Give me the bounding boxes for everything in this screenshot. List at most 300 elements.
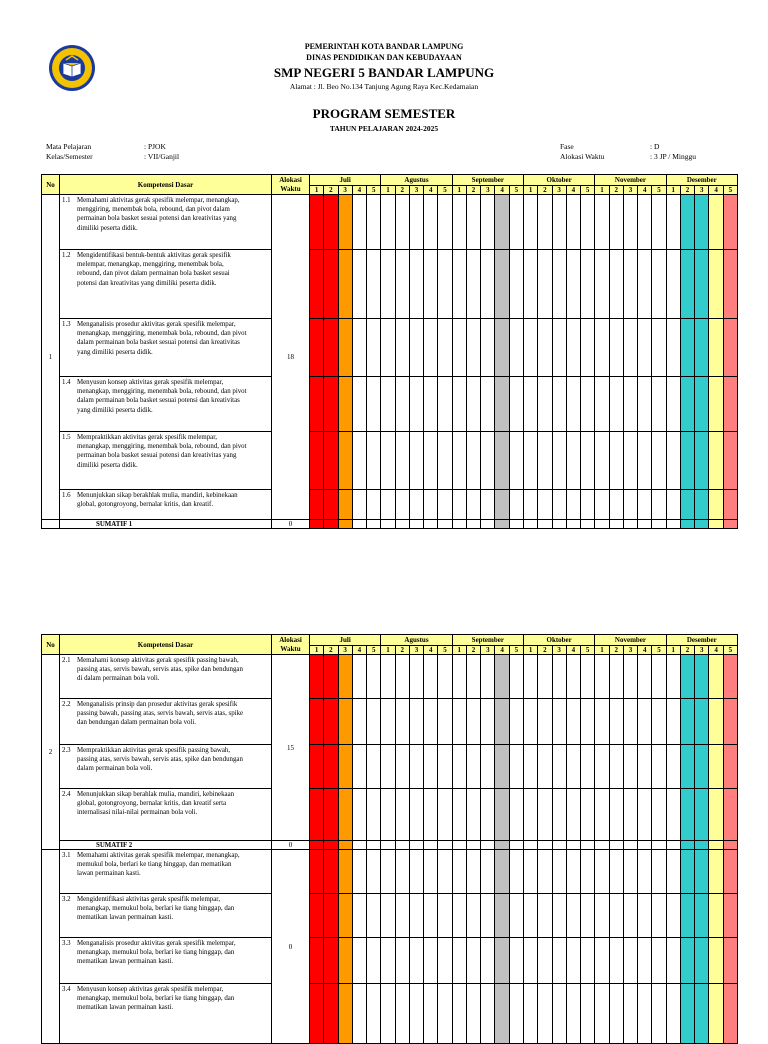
- week-cell: [723, 745, 737, 789]
- week-cell: [338, 377, 352, 432]
- week-cell: [538, 850, 552, 894]
- school-name: SMP NEGERI 5 BANDAR LAMPUNG: [273, 65, 495, 80]
- week-cell: [452, 655, 466, 699]
- week-cell: [595, 850, 609, 894]
- week-cell: [652, 655, 666, 699]
- week-cell: [495, 745, 509, 789]
- month-header: Agustus: [381, 635, 452, 646]
- week-cell: [495, 841, 509, 850]
- kd-cell: [60, 195, 272, 250]
- row-number: 2: [42, 655, 60, 850]
- week-cell: [466, 984, 480, 1044]
- week-cell: [395, 250, 409, 319]
- week-cell: [509, 432, 523, 490]
- week-cell: [566, 841, 580, 850]
- kelas-label: Kelas/Semester: [46, 152, 93, 161]
- week-cell: [481, 490, 495, 520]
- week-cell: [680, 938, 694, 984]
- kd-cell: [60, 850, 272, 894]
- week-cell: [623, 195, 637, 250]
- week-header: 1: [666, 646, 680, 655]
- week-header: 5: [509, 186, 523, 195]
- week-cell: [552, 938, 566, 984]
- week-cell: [695, 655, 709, 699]
- header-row-months: [42, 635, 738, 646]
- alokasi-cell: 15: [272, 655, 310, 841]
- week-cell: [466, 377, 480, 432]
- week-cell: [709, 984, 723, 1044]
- week-cell: [481, 938, 495, 984]
- week-cell: [666, 377, 680, 432]
- month-header: Desember: [666, 175, 737, 186]
- kd-number: 2.1: [62, 657, 71, 664]
- week-cell: [352, 699, 366, 745]
- week-cell: [367, 789, 381, 841]
- sumatif-label: SUMATIF 2: [60, 841, 272, 850]
- table-row: [42, 195, 738, 250]
- week-cell: [352, 520, 366, 529]
- kd-text: Menunjukkan sikap berahlak mulia, mandiri, kebinekaan global, gotongroyong, bernalar kritis, dan kreatif serta internalisasi nilai-nilai permainan bola voli.: [77, 791, 235, 817]
- week-cell: [424, 841, 438, 850]
- kd-text: Mengidentifikasi bentuk-bentuk aktivitas gerak spesifik melempar, menangkap, menggiring, menembak bola, rebound, dan pivot dalam permainan bola basket sesuai potensi dan kreativitas yang dimiliki peserta didik.: [77, 252, 231, 287]
- week-cell: [381, 850, 395, 894]
- week-cell: [609, 745, 623, 789]
- week-cell: [723, 195, 737, 250]
- week-header: 4: [352, 646, 366, 655]
- week-header: 2: [680, 186, 694, 195]
- week-cell: [310, 195, 324, 250]
- week-cell: [723, 520, 737, 529]
- week-header: 5: [367, 186, 381, 195]
- week-cell: [680, 377, 694, 432]
- week-cell: [352, 850, 366, 894]
- week-cell: [623, 745, 637, 789]
- week-cell: [424, 520, 438, 529]
- week-cell: [466, 938, 480, 984]
- month-header: November: [595, 175, 666, 186]
- week-cell: [466, 850, 480, 894]
- week-cell: [324, 984, 338, 1044]
- table-row: [42, 490, 738, 520]
- week-cell: [381, 250, 395, 319]
- week-cell: [652, 841, 666, 850]
- week-cell: [552, 490, 566, 520]
- week-cell: [438, 699, 452, 745]
- week-cell: [310, 938, 324, 984]
- week-cell: [409, 250, 423, 319]
- week-cell: [623, 319, 637, 377]
- week-cell: [552, 894, 566, 938]
- week-header: 1: [310, 646, 324, 655]
- header-row-months: [42, 175, 738, 186]
- week-cell: [352, 432, 366, 490]
- week-cell: [381, 984, 395, 1044]
- col-header-no: No: [42, 635, 60, 655]
- week-cell: [310, 319, 324, 377]
- week-cell: [666, 938, 680, 984]
- week-cell: [723, 319, 737, 377]
- week-cell: [638, 841, 652, 850]
- week-cell: [709, 520, 723, 529]
- week-cell: [638, 789, 652, 841]
- week-header: 5: [509, 646, 523, 655]
- week-cell: [666, 841, 680, 850]
- week-cell: [552, 745, 566, 789]
- week-header: 3: [695, 186, 709, 195]
- week-cell: [310, 377, 324, 432]
- week-cell: [481, 894, 495, 938]
- week-cell: [466, 655, 480, 699]
- row-number: 1: [42, 195, 60, 520]
- week-cell: [310, 432, 324, 490]
- week-cell: [638, 655, 652, 699]
- week-cell: [680, 432, 694, 490]
- week-cell: [338, 745, 352, 789]
- week-cell: [452, 699, 466, 745]
- week-cell: [595, 789, 609, 841]
- month-header: Juli: [310, 175, 381, 186]
- week-cell: [680, 841, 694, 850]
- week-cell: [538, 699, 552, 745]
- week-cell: [538, 789, 552, 841]
- week-cell: [495, 319, 509, 377]
- week-cell: [338, 432, 352, 490]
- week-cell: [324, 655, 338, 699]
- week-cell: [452, 432, 466, 490]
- week-cell: [523, 894, 537, 938]
- page-subtitle: TAHUN PELAJARAN 2024-2025: [329, 124, 439, 133]
- week-cell: [680, 984, 694, 1044]
- week-cell: [495, 938, 509, 984]
- week-cell: [595, 490, 609, 520]
- week-header: 3: [409, 186, 423, 195]
- table-row: [42, 250, 738, 319]
- week-cell: [523, 432, 537, 490]
- week-cell: [495, 250, 509, 319]
- week-cell: [367, 699, 381, 745]
- week-cell: [523, 841, 537, 850]
- week-cell: [680, 250, 694, 319]
- week-cell: [352, 841, 366, 850]
- week-cell: [566, 789, 580, 841]
- week-cell: [438, 745, 452, 789]
- kd-number: 3.1: [62, 852, 71, 859]
- week-cell: [552, 520, 566, 529]
- week-cell: [395, 745, 409, 789]
- week-cell: [695, 984, 709, 1044]
- week-cell: [538, 745, 552, 789]
- week-cell: [310, 745, 324, 789]
- week-cell: [723, 841, 737, 850]
- week-cell: [324, 841, 338, 850]
- kd-number: 1.6: [62, 492, 71, 499]
- week-cell: [310, 655, 324, 699]
- week-cell: [495, 377, 509, 432]
- week-cell: [581, 894, 595, 938]
- week-cell: [581, 319, 595, 377]
- week-header: 5: [652, 186, 666, 195]
- kd-text: Menunjukkan sikap berakhlak mulia, mandiri, kebinekaan global, gotongroyong, bernalar kritis, dan kreatif.: [77, 492, 238, 509]
- week-cell: [367, 841, 381, 850]
- week-cell: [352, 377, 366, 432]
- week-cell: [709, 894, 723, 938]
- week-cell: [409, 195, 423, 250]
- week-cell: [595, 894, 609, 938]
- week-cell: [723, 789, 737, 841]
- week-cell: [452, 195, 466, 250]
- week-header: 4: [352, 186, 366, 195]
- week-cell: [581, 490, 595, 520]
- week-cell: [481, 841, 495, 850]
- week-cell: [552, 432, 566, 490]
- sumatif-row: [42, 520, 738, 529]
- week-cell: [409, 984, 423, 1044]
- week-cell: [324, 319, 338, 377]
- week-cell: [523, 520, 537, 529]
- week-cell: [595, 432, 609, 490]
- week-cell: [509, 250, 523, 319]
- week-cell: [595, 377, 609, 432]
- week-cell: [409, 520, 423, 529]
- dept-line: DINAS PENDIDIKAN DAN KEBUDAYAAN: [306, 53, 462, 62]
- week-cell: [495, 894, 509, 938]
- week-cell: [652, 250, 666, 319]
- week-header: 2: [609, 646, 623, 655]
- week-cell: [638, 250, 652, 319]
- week-cell: [452, 520, 466, 529]
- week-cell: [666, 490, 680, 520]
- week-cell: [638, 745, 652, 789]
- week-cell: [324, 377, 338, 432]
- week-cell: [509, 841, 523, 850]
- week-cell: [538, 984, 552, 1044]
- week-cell: [481, 377, 495, 432]
- week-cell: [638, 377, 652, 432]
- week-cell: [481, 699, 495, 745]
- week-header: 3: [338, 646, 352, 655]
- week-cell: [581, 938, 595, 984]
- schedule-table-1: [41, 174, 738, 529]
- week-cell: [367, 520, 381, 529]
- kd-number: 1.3: [62, 321, 71, 328]
- week-cell: [595, 699, 609, 745]
- mapel-value: : PJOK: [144, 142, 166, 151]
- week-cell: [352, 984, 366, 1044]
- week-cell: [367, 319, 381, 377]
- week-header: 2: [538, 646, 552, 655]
- week-cell: [495, 655, 509, 699]
- week-cell: [566, 250, 580, 319]
- week-cell: [609, 789, 623, 841]
- kd-number: 1.2: [62, 252, 71, 259]
- week-header: 4: [424, 186, 438, 195]
- week-cell: [723, 655, 737, 699]
- week-cell: [381, 841, 395, 850]
- week-cell: [666, 850, 680, 894]
- month-header: Agustus: [381, 175, 452, 186]
- week-header: 1: [666, 186, 680, 195]
- week-cell: [395, 789, 409, 841]
- week-cell: [395, 894, 409, 938]
- week-cell: [367, 938, 381, 984]
- week-cell: [338, 319, 352, 377]
- week-cell: [409, 319, 423, 377]
- week-cell: [566, 984, 580, 1044]
- week-cell: [609, 250, 623, 319]
- kd-number: 3.3: [62, 940, 71, 947]
- table-row: [42, 745, 738, 789]
- week-cell: [367, 850, 381, 894]
- kd-number: 2.4: [62, 791, 71, 798]
- week-cell: [609, 699, 623, 745]
- week-cell: [723, 984, 737, 1044]
- week-cell: [609, 195, 623, 250]
- week-cell: [481, 655, 495, 699]
- week-cell: [623, 520, 637, 529]
- week-cell: [566, 195, 580, 250]
- table-row: [42, 655, 738, 699]
- week-cell: [466, 520, 480, 529]
- week-cell: [595, 655, 609, 699]
- week-cell: [581, 195, 595, 250]
- mapel-label: Mata Pelajaran: [46, 142, 92, 151]
- month-header: November: [595, 635, 666, 646]
- week-cell: [680, 699, 694, 745]
- week-cell: [623, 938, 637, 984]
- week-cell: [466, 745, 480, 789]
- week-cell: [395, 195, 409, 250]
- week-cell: [566, 432, 580, 490]
- week-cell: [623, 894, 637, 938]
- week-cell: [381, 745, 395, 789]
- week-cell: [723, 699, 737, 745]
- kd-number: 1.1: [62, 197, 71, 204]
- week-cell: [367, 377, 381, 432]
- week-cell: [495, 195, 509, 250]
- week-cell: [552, 841, 566, 850]
- week-cell: [381, 789, 395, 841]
- week-cell: [695, 490, 709, 520]
- week-cell: [623, 432, 637, 490]
- week-cell: [538, 319, 552, 377]
- week-cell: [695, 520, 709, 529]
- week-cell: [452, 377, 466, 432]
- week-cell: [310, 850, 324, 894]
- kd-text: Menyusun konsep aktivitas gerak spesifik melempar, menangkap, memukul bola, berlari ke tiang hinggap, dan mematikan lawan permainan kasti.: [77, 986, 235, 1012]
- week-header: 4: [709, 186, 723, 195]
- week-cell: [466, 195, 480, 250]
- gov-line: PEMERINTAH KOTA BANDAR LAMPUNG: [304, 42, 464, 51]
- week-cell: [438, 377, 452, 432]
- week-cell: [452, 250, 466, 319]
- week-cell: [695, 894, 709, 938]
- week-cell: [552, 699, 566, 745]
- week-cell: [666, 699, 680, 745]
- week-cell: [552, 377, 566, 432]
- kd-text: Menganalisis prinsip dan prosedur aktivitas gerak spesifik passing bawah, passing atas, servis bawah, servis atas, spike dan bendungan dalam permainan bola voli.: [77, 701, 244, 727]
- week-cell: [581, 745, 595, 789]
- kd-cell: [60, 490, 272, 520]
- week-cell: [367, 894, 381, 938]
- week-cell: [438, 984, 452, 1044]
- week-cell: [581, 377, 595, 432]
- kd-number: 3.4: [62, 986, 71, 993]
- week-header: 3: [552, 646, 566, 655]
- week-cell: [595, 520, 609, 529]
- week-cell: [481, 984, 495, 1044]
- week-cell: [623, 699, 637, 745]
- school-address: Alamat : Jl. Beo No.134 Tanjung Agung Raya Kec.Kedamaian: [289, 82, 479, 91]
- week-header: 2: [466, 646, 480, 655]
- table-row: [42, 789, 738, 841]
- kd-cell: [60, 250, 272, 319]
- week-cell: [367, 195, 381, 250]
- week-cell: [709, 841, 723, 850]
- month-header: Desember: [666, 635, 737, 646]
- week-cell: [609, 490, 623, 520]
- week-cell: [424, 319, 438, 377]
- week-cell: [495, 984, 509, 1044]
- kd-cell: [60, 432, 272, 490]
- week-cell: [652, 938, 666, 984]
- week-cell: [409, 789, 423, 841]
- week-cell: [709, 250, 723, 319]
- week-cell: [552, 850, 566, 894]
- week-cell: [324, 490, 338, 520]
- week-cell: [623, 377, 637, 432]
- table-row: [42, 319, 738, 377]
- week-header: 1: [523, 646, 537, 655]
- week-cell: [566, 894, 580, 938]
- week-cell: [438, 841, 452, 850]
- week-cell: [338, 850, 352, 894]
- week-cell: [509, 745, 523, 789]
- week-cell: [566, 319, 580, 377]
- kd-cell: [60, 377, 272, 432]
- week-cell: [395, 490, 409, 520]
- week-cell: [481, 250, 495, 319]
- week-cell: [709, 195, 723, 250]
- week-cell: [552, 250, 566, 319]
- week-cell: [381, 938, 395, 984]
- week-cell: [695, 699, 709, 745]
- week-cell: [381, 377, 395, 432]
- week-cell: [509, 195, 523, 250]
- week-cell: [652, 432, 666, 490]
- week-cell: [395, 655, 409, 699]
- week-cell: [666, 894, 680, 938]
- week-cell: [409, 850, 423, 894]
- kd-number: 3.2: [62, 896, 71, 903]
- week-cell: [680, 745, 694, 789]
- week-cell: [695, 745, 709, 789]
- week-cell: [566, 520, 580, 529]
- week-cell: [452, 789, 466, 841]
- week-cell: [509, 319, 523, 377]
- week-cell: [709, 490, 723, 520]
- col-header-kd: Kompetensi Dasar: [60, 175, 272, 195]
- sumatif-alokasi: 0: [272, 841, 310, 850]
- week-cell: [538, 841, 552, 850]
- week-cell: [409, 377, 423, 432]
- week-cell: [438, 894, 452, 938]
- week-cell: [381, 699, 395, 745]
- week-cell: [538, 520, 552, 529]
- week-cell: [452, 490, 466, 520]
- week-cell: [652, 490, 666, 520]
- week-cell: [395, 520, 409, 529]
- week-cell: [581, 699, 595, 745]
